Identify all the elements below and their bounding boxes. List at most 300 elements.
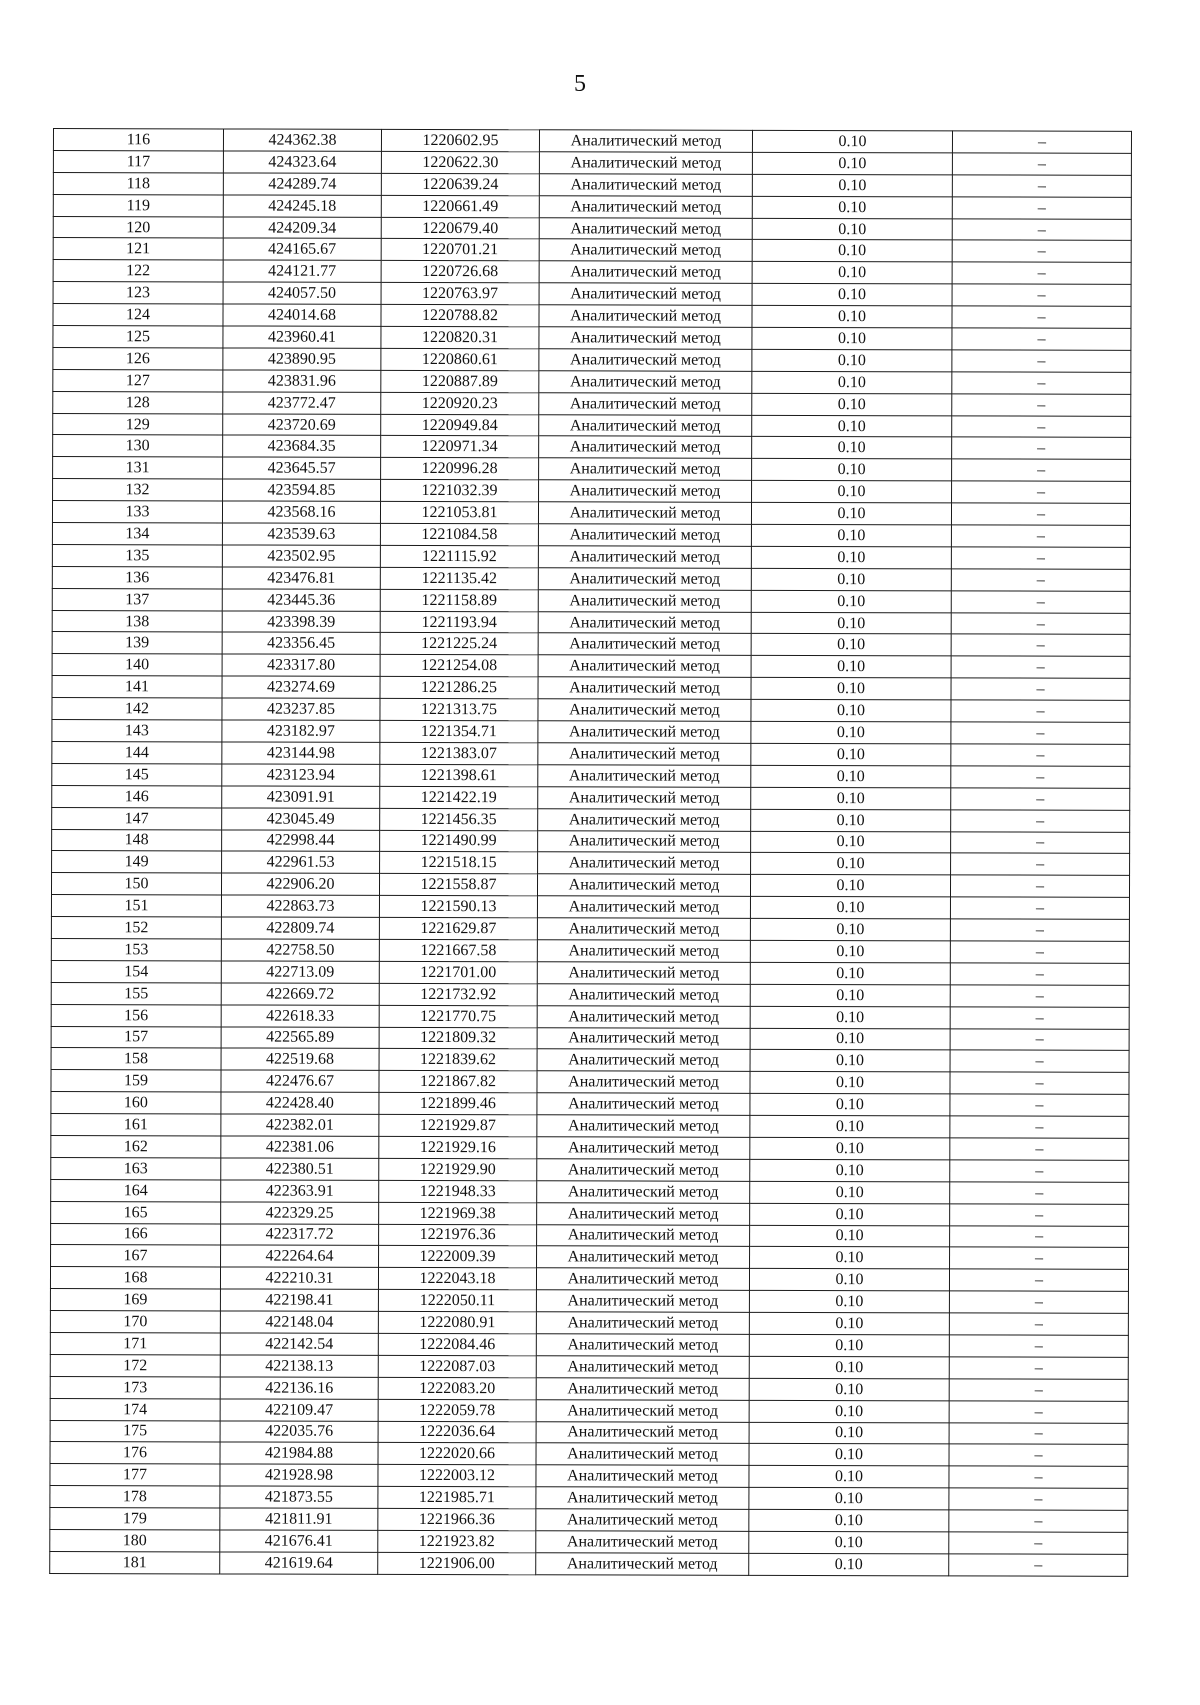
cell-description: –	[952, 197, 1131, 219]
cell-point-number: 161	[51, 1114, 221, 1136]
cell-point-number: 177	[50, 1464, 220, 1486]
cell-accuracy: 0.10	[752, 240, 952, 262]
cell-accuracy: 0.10	[751, 831, 951, 853]
cell-accuracy: 0.10	[752, 459, 952, 481]
cell-description: –	[950, 1072, 1129, 1094]
cell-description: –	[951, 831, 1130, 853]
cell-accuracy: 0.10	[749, 1269, 949, 1291]
cell-point-number: 135	[52, 544, 222, 566]
cell-x-coordinate: 422669.72	[221, 983, 379, 1005]
cell-accuracy: 0.10	[749, 1378, 949, 1400]
cell-accuracy: 0.10	[751, 721, 951, 743]
cell-method: Аналитический метод	[538, 633, 751, 655]
cell-description: –	[951, 722, 1130, 744]
cell-accuracy: 0.10	[751, 787, 951, 809]
table-row	[53, 282, 1131, 307]
table-row	[50, 1398, 1128, 1423]
cell-description: –	[950, 1028, 1129, 1050]
cell-method: Аналитический метод	[537, 1159, 750, 1181]
cell-x-coordinate: 423091.91	[222, 786, 380, 808]
cell-y-coordinate: 1221839.62	[379, 1049, 537, 1071]
table-row	[52, 654, 1130, 679]
cell-description: –	[951, 634, 1130, 656]
cell-method: Аналитический метод	[538, 699, 751, 721]
cell-accuracy: 0.10	[749, 1400, 949, 1422]
cell-method: Аналитический метод	[537, 1049, 750, 1071]
cell-method: Аналитический метод	[538, 524, 751, 546]
cell-y-coordinate: 1220788.82	[381, 304, 539, 326]
cell-method: Аналитический метод	[537, 940, 750, 962]
cell-method: Аналитический метод	[538, 721, 751, 743]
cell-accuracy: 0.10	[752, 196, 952, 218]
cell-y-coordinate: 1220679.40	[381, 217, 539, 239]
cell-point-number: 137	[52, 588, 222, 610]
cell-method: Аналитический метод	[537, 984, 750, 1006]
cell-method: Аналитический метод	[539, 239, 752, 261]
cell-method: Аналитический метод	[536, 1443, 749, 1465]
cell-accuracy: 0.10	[752, 349, 952, 371]
cell-point-number: 170	[50, 1311, 220, 1333]
cell-x-coordinate: 424121.77	[223, 260, 381, 282]
cell-accuracy: 0.10	[750, 1028, 950, 1050]
table-row	[52, 741, 1130, 766]
cell-point-number: 127	[53, 369, 223, 391]
cell-method: Аналитический метод	[538, 743, 751, 765]
cell-description: –	[951, 547, 1130, 569]
cell-x-coordinate: 422519.68	[221, 1048, 379, 1070]
cell-point-number: 140	[52, 654, 222, 676]
cell-accuracy: 0.10	[749, 1553, 949, 1575]
cell-accuracy: 0.10	[751, 699, 951, 721]
cell-point-number: 181	[50, 1551, 220, 1573]
cell-method: Аналитический метод	[536, 1487, 749, 1509]
cell-accuracy: 0.10	[751, 524, 951, 546]
cell-x-coordinate: 423831.96	[223, 370, 381, 392]
cell-accuracy: 0.10	[750, 1181, 950, 1203]
cell-point-number: 164	[51, 1179, 221, 1201]
cell-point-number: 155	[51, 982, 221, 1004]
cell-accuracy: 0.10	[749, 1444, 949, 1466]
cell-point-number: 173	[50, 1376, 220, 1398]
cell-y-coordinate: 1222009.39	[379, 1246, 537, 1268]
table-row	[51, 982, 1129, 1007]
cell-description: –	[950, 941, 1129, 963]
cell-x-coordinate: 423645.57	[223, 457, 381, 479]
cell-method: Аналитический метод	[539, 130, 752, 152]
cell-y-coordinate: 1221976.36	[379, 1224, 537, 1246]
cell-description: –	[949, 1444, 1128, 1466]
cell-y-coordinate: 1222083.20	[378, 1377, 536, 1399]
cell-y-coordinate: 1220763.97	[381, 283, 539, 305]
cell-y-coordinate: 1221985.71	[378, 1487, 536, 1509]
cell-x-coordinate: 422428.40	[221, 1092, 379, 1114]
table-row	[51, 1026, 1129, 1051]
cell-y-coordinate: 1220639.24	[381, 173, 539, 195]
page-number: 5	[574, 71, 586, 97]
cell-method: Аналитический метод	[537, 962, 750, 984]
cell-y-coordinate: 1221084.58	[380, 523, 538, 545]
cell-x-coordinate: 423720.69	[223, 414, 381, 436]
cell-description: –	[949, 1401, 1128, 1423]
cell-method: Аналитический метод	[539, 283, 752, 305]
cell-x-coordinate: 421873.55	[220, 1486, 378, 1508]
table-row	[51, 1245, 1129, 1270]
cell-x-coordinate: 422382.01	[221, 1114, 379, 1136]
table-row	[53, 304, 1131, 329]
cell-description: –	[951, 525, 1130, 547]
cell-description: –	[951, 744, 1130, 766]
cell-point-number: 125	[53, 326, 223, 348]
cell-description: –	[951, 612, 1130, 634]
cell-accuracy: 0.10	[749, 1531, 949, 1553]
cell-accuracy: 0.10	[749, 1422, 949, 1444]
cell-method: Аналитический метод	[539, 371, 752, 393]
cell-y-coordinate: 1222080.91	[378, 1311, 536, 1333]
cell-method: Аналитический метод	[536, 1334, 749, 1356]
cell-x-coordinate: 422109.47	[220, 1399, 378, 1421]
table-row	[53, 150, 1131, 175]
cell-description: –	[949, 1291, 1128, 1313]
cell-y-coordinate: 1220971.34	[381, 436, 539, 458]
cell-description: –	[952, 328, 1131, 350]
table-row	[51, 1004, 1129, 1029]
cell-point-number: 176	[50, 1442, 220, 1464]
table-row	[52, 632, 1130, 657]
cell-point-number: 121	[53, 238, 223, 260]
cell-description: –	[950, 919, 1129, 941]
cell-description: –	[950, 985, 1129, 1007]
cell-accuracy: 0.10	[752, 327, 952, 349]
cell-x-coordinate: 422565.89	[221, 1026, 379, 1048]
table-row	[53, 457, 1131, 482]
cell-x-coordinate: 424245.18	[223, 195, 381, 217]
cell-x-coordinate: 421676.41	[220, 1530, 378, 1552]
cell-accuracy: 0.10	[750, 918, 950, 940]
cell-description: –	[952, 284, 1131, 306]
cell-method: Аналитический метод	[539, 327, 752, 349]
cell-description: –	[951, 503, 1130, 525]
cell-x-coordinate: 424165.67	[223, 238, 381, 260]
cell-accuracy: 0.10	[751, 590, 951, 612]
table-row	[51, 895, 1129, 920]
cell-description: –	[951, 788, 1130, 810]
cell-description: –	[952, 459, 1131, 481]
cell-point-number: 156	[51, 1004, 221, 1026]
cell-y-coordinate: 1220920.23	[381, 392, 539, 414]
cell-method: Аналитический метод	[536, 1312, 749, 1334]
cell-description: –	[950, 875, 1129, 897]
cell-description: –	[952, 131, 1131, 153]
cell-accuracy: 0.10	[752, 481, 952, 503]
cell-point-number: 124	[53, 304, 223, 326]
cell-description: –	[952, 240, 1131, 262]
cell-x-coordinate: 423144.98	[222, 742, 380, 764]
cell-accuracy: 0.10	[750, 1006, 950, 1028]
table-row	[53, 347, 1131, 372]
cell-method: Аналитический метод	[538, 786, 751, 808]
cell-method: Аналитический метод	[538, 502, 751, 524]
cell-method: Аналитический метод	[537, 1224, 750, 1246]
cell-x-coordinate: 422906.20	[221, 873, 379, 895]
cell-method: Аналитический метод	[538, 808, 751, 830]
cell-x-coordinate: 423182.97	[222, 720, 380, 742]
cell-point-number: 116	[53, 129, 223, 151]
cell-description: –	[949, 1357, 1128, 1379]
cell-y-coordinate: 1222087.03	[378, 1355, 536, 1377]
cell-description: –	[952, 372, 1131, 394]
cell-point-number: 118	[53, 172, 223, 194]
table-row	[50, 1420, 1128, 1445]
cell-accuracy: 0.10	[752, 371, 952, 393]
table-row	[53, 326, 1131, 351]
cell-accuracy: 0.10	[749, 1488, 949, 1510]
cell-y-coordinate: 1221398.61	[380, 764, 538, 786]
cell-x-coordinate: 423568.16	[222, 501, 380, 523]
cell-point-number: 119	[53, 194, 223, 216]
cell-x-coordinate: 423772.47	[223, 392, 381, 414]
table-row	[52, 698, 1130, 723]
table-row	[50, 1486, 1128, 1511]
cell-x-coordinate: 423123.94	[222, 764, 380, 786]
cell-description: –	[951, 678, 1130, 700]
cell-point-number: 143	[52, 720, 222, 742]
cell-x-coordinate: 422380.51	[221, 1158, 379, 1180]
cell-method: Аналитический метод	[536, 1509, 749, 1531]
cell-method: Аналитический метод	[536, 1268, 749, 1290]
cell-method: Аналитический метод	[539, 305, 752, 327]
cell-description: –	[950, 1182, 1129, 1204]
cell-description: –	[950, 1203, 1129, 1225]
cell-point-number: 158	[51, 1048, 221, 1070]
cell-accuracy: 0.10	[750, 1137, 950, 1159]
cell-x-coordinate: 422329.25	[221, 1202, 379, 1224]
cell-accuracy: 0.10	[751, 502, 951, 524]
cell-accuracy: 0.10	[751, 743, 951, 765]
cell-accuracy: 0.10	[752, 305, 952, 327]
cell-accuracy: 0.10	[750, 875, 950, 897]
cell-y-coordinate: 1221422.19	[380, 786, 538, 808]
table-row	[52, 523, 1130, 548]
cell-method: Аналитический метод	[539, 436, 752, 458]
table-row	[50, 1529, 1128, 1554]
cell-point-number: 179	[50, 1508, 220, 1530]
cell-x-coordinate: 421619.64	[220, 1552, 378, 1574]
cell-description: –	[950, 1116, 1129, 1138]
cell-method: Аналитический метод	[536, 1531, 749, 1553]
cell-point-number: 117	[53, 150, 223, 172]
cell-point-number: 136	[52, 566, 222, 588]
cell-y-coordinate: 1220887.89	[381, 370, 539, 392]
cell-method: Аналитический метод	[539, 458, 752, 480]
cell-y-coordinate: 1220622.30	[381, 151, 539, 173]
cell-x-coordinate: 422758.50	[221, 939, 379, 961]
table-row	[52, 566, 1130, 591]
cell-point-number: 157	[51, 1026, 221, 1048]
cell-x-coordinate: 424323.64	[223, 151, 381, 173]
cell-y-coordinate: 1221667.58	[379, 939, 537, 961]
cell-point-number: 141	[52, 676, 222, 698]
cell-description: –	[950, 1094, 1129, 1116]
table-row	[52, 829, 1130, 854]
cell-x-coordinate: 423476.81	[222, 567, 380, 589]
cell-method: Аналитический метод	[538, 677, 751, 699]
cell-point-number: 122	[53, 260, 223, 282]
cell-y-coordinate: 1220996.28	[381, 458, 539, 480]
cell-description: –	[952, 262, 1131, 284]
cell-x-coordinate: 424057.50	[223, 282, 381, 304]
cell-method: Аналитический метод	[537, 1181, 750, 1203]
cell-x-coordinate: 421928.98	[220, 1464, 378, 1486]
cell-description: –	[951, 853, 1130, 875]
cell-y-coordinate: 1222036.64	[378, 1421, 536, 1443]
cell-description: –	[952, 437, 1131, 459]
cell-accuracy: 0.10	[750, 1115, 950, 1137]
cell-method: Аналитический метод	[537, 1093, 750, 1115]
cell-y-coordinate: 1221929.90	[379, 1158, 537, 1180]
cell-accuracy: 0.10	[751, 809, 951, 831]
cell-y-coordinate: 1221732.92	[379, 983, 537, 1005]
cell-y-coordinate: 1221456.35	[380, 808, 538, 830]
cell-x-coordinate: 422363.91	[221, 1180, 379, 1202]
cell-method: Аналитический метод	[536, 1378, 749, 1400]
cell-y-coordinate: 1221969.38	[379, 1202, 537, 1224]
cell-x-coordinate: 423539.63	[222, 523, 380, 545]
cell-point-number: 142	[52, 698, 222, 720]
table-row	[51, 873, 1129, 898]
cell-accuracy: 0.10	[752, 393, 952, 415]
cell-description: –	[952, 350, 1131, 372]
cell-x-coordinate: 423960.41	[223, 326, 381, 348]
cell-x-coordinate: 422381.06	[221, 1136, 379, 1158]
coordinates-table	[49, 128, 1132, 1577]
cell-description: –	[952, 175, 1131, 197]
cell-method: Аналитический метод	[539, 195, 752, 217]
cell-accuracy: 0.10	[750, 1050, 950, 1072]
cell-y-coordinate: 1221053.81	[380, 501, 538, 523]
table-row	[50, 1332, 1128, 1357]
cell-x-coordinate: 422863.73	[221, 895, 379, 917]
cell-description: –	[949, 1379, 1128, 1401]
cell-description: –	[949, 1488, 1128, 1510]
cell-method: Аналитический метод	[536, 1465, 749, 1487]
table-row	[52, 763, 1130, 788]
cell-description: –	[949, 1510, 1128, 1532]
cell-y-coordinate: 1222003.12	[378, 1465, 536, 1487]
cell-x-coordinate: 422317.72	[221, 1223, 379, 1245]
table-row	[53, 216, 1131, 241]
cell-x-coordinate: 423684.35	[223, 435, 381, 457]
cell-accuracy: 0.10	[752, 262, 952, 284]
cell-y-coordinate: 1220701.21	[381, 239, 539, 261]
cell-x-coordinate: 422138.13	[220, 1355, 378, 1377]
cell-method: Аналитический метод	[536, 1290, 749, 1312]
cell-y-coordinate: 1221254.08	[380, 655, 538, 677]
cell-point-number: 172	[50, 1354, 220, 1376]
cell-point-number: 129	[53, 413, 223, 435]
cell-point-number: 165	[51, 1201, 221, 1223]
table-row	[51, 1048, 1129, 1073]
cell-accuracy: 0.10	[750, 984, 950, 1006]
table-row	[53, 129, 1131, 154]
cell-x-coordinate: 423445.36	[222, 589, 380, 611]
table-row	[53, 479, 1131, 504]
cell-method: Аналитический метод	[539, 414, 752, 436]
table-row	[53, 238, 1131, 263]
cell-y-coordinate: 1221966.36	[378, 1508, 536, 1530]
cell-y-coordinate: 1221518.15	[380, 852, 538, 874]
cell-method: Аналитический метод	[538, 830, 751, 852]
cell-method: Аналитический метод	[537, 1005, 750, 1027]
cell-description: –	[950, 1247, 1129, 1269]
cell-accuracy: 0.10	[751, 612, 951, 634]
cell-method: Аналитический метод	[537, 1137, 750, 1159]
table-row	[50, 1311, 1128, 1336]
cell-description: –	[952, 394, 1131, 416]
cell-method: Аналитический метод	[539, 261, 752, 283]
cell-x-coordinate: 422998.44	[222, 829, 380, 851]
cell-point-number: 174	[50, 1398, 220, 1420]
table-row	[53, 260, 1131, 285]
cell-x-coordinate: 422713.09	[221, 961, 379, 983]
cell-accuracy: 0.10	[750, 1072, 950, 1094]
cell-y-coordinate: 1220860.61	[381, 348, 539, 370]
cell-accuracy: 0.10	[752, 284, 952, 306]
cell-method: Аналитический метод	[537, 896, 750, 918]
cell-y-coordinate: 1222084.46	[378, 1333, 536, 1355]
cell-y-coordinate: 1221948.33	[379, 1180, 537, 1202]
cell-x-coordinate: 423356.45	[222, 632, 380, 654]
cell-method: Аналитический метод	[538, 611, 751, 633]
cell-method: Аналитический метод	[537, 1071, 750, 1093]
cell-y-coordinate: 1221899.46	[379, 1093, 537, 1115]
table-row	[51, 1223, 1129, 1248]
cell-accuracy: 0.10	[749, 1509, 949, 1531]
cell-accuracy: 0.10	[752, 130, 952, 152]
table-row	[52, 720, 1130, 745]
cell-accuracy: 0.10	[750, 1159, 950, 1181]
cell-point-number: 159	[51, 1070, 221, 1092]
cell-method: Аналитический метод	[537, 874, 750, 896]
table-row	[53, 435, 1131, 460]
cell-point-number: 180	[50, 1529, 220, 1551]
cell-y-coordinate: 1221354.71	[380, 720, 538, 742]
cell-accuracy: 0.10	[751, 656, 951, 678]
cell-x-coordinate: 422476.67	[221, 1070, 379, 1092]
cell-description: –	[952, 306, 1131, 328]
cell-y-coordinate: 1221590.13	[379, 896, 537, 918]
table-row	[51, 917, 1129, 942]
cell-accuracy: 0.10	[749, 1334, 949, 1356]
cell-point-number: 130	[53, 435, 223, 457]
cell-method: Аналитический метод	[536, 1399, 749, 1421]
cell-x-coordinate: 422142.54	[220, 1333, 378, 1355]
cell-y-coordinate: 1222043.18	[378, 1268, 536, 1290]
table-row	[53, 391, 1131, 416]
cell-y-coordinate: 1221383.07	[380, 742, 538, 764]
cell-x-coordinate: 424014.68	[223, 304, 381, 326]
cell-description: –	[951, 700, 1130, 722]
cell-x-coordinate: 423274.69	[222, 676, 380, 698]
cell-point-number: 162	[51, 1135, 221, 1157]
cell-description: –	[952, 481, 1131, 503]
cell-point-number: 133	[52, 501, 222, 523]
table-row	[52, 501, 1130, 526]
table-row	[51, 1135, 1129, 1160]
cell-y-coordinate: 1221929.87	[379, 1114, 537, 1136]
cell-x-coordinate: 422809.74	[221, 917, 379, 939]
table-row	[52, 676, 1130, 701]
cell-point-number: 166	[51, 1223, 221, 1245]
